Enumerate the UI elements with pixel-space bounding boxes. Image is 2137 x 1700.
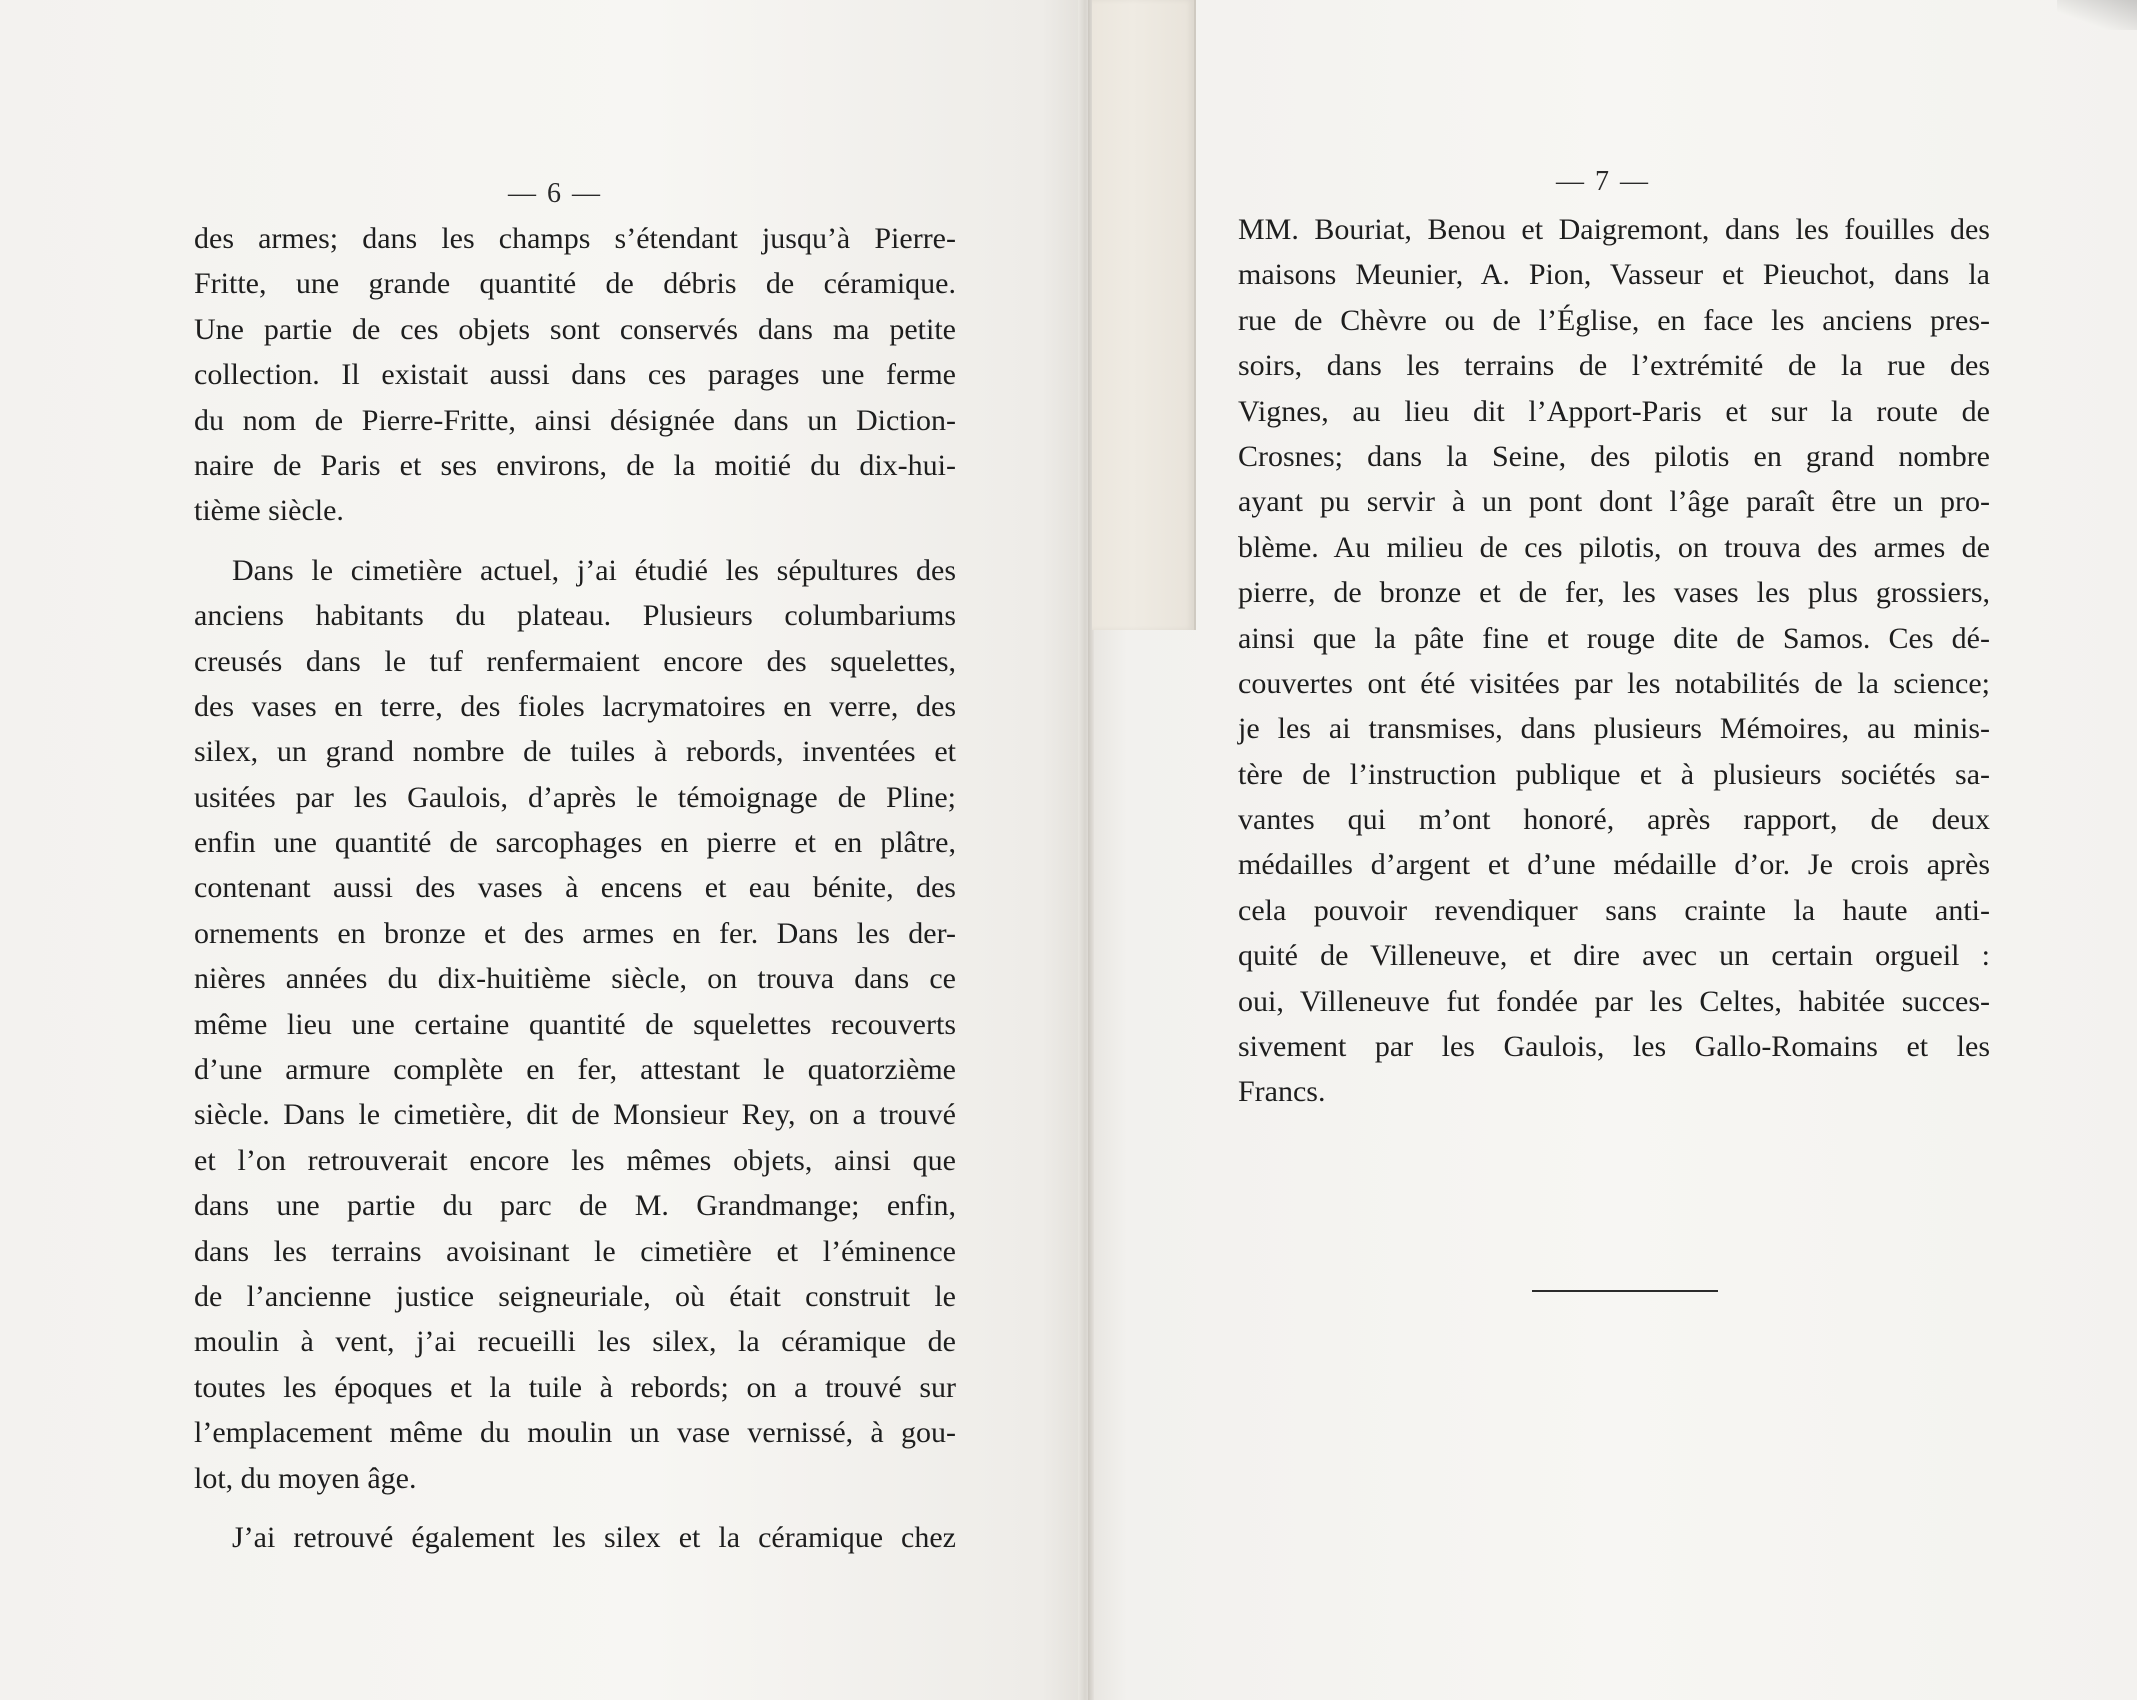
text-line: des vases en terre, des fioles lacrymatoires en verre, des	[194, 689, 956, 723]
text-line: tère de l’instruction publique et à plusieurs sociétés sa-	[1238, 757, 1990, 791]
text-line: nières années du dix-huitième siècle, on trouva dans ce	[194, 962, 956, 996]
text-line: collection. Il existait aussi dans ces parages une ferme	[194, 358, 956, 392]
text-line: contenant aussi des vases à encens et eau bénite, des	[194, 871, 956, 905]
text-line: ainsi que la pâte fine et rouge dite de Samos. Ces dé-	[1238, 621, 1990, 655]
text-line: usitées par les Gaulois, d’après le témoignage de Pline;	[194, 780, 956, 814]
text-line: soirs, dans les terrains de l’extrémité de la rue des	[1238, 349, 1990, 383]
text-line: de l’ancienne justice seigneuriale, où était construit le	[194, 1279, 956, 1313]
text-line: rue de Chèvre ou de l’Église, en face les anciens pres-	[1238, 303, 1990, 337]
text-line: silex, un grand nombre de tuiles à rebords, inventées et	[194, 735, 956, 769]
text-line: d’une armure complète en fer, attestant le quatorzième	[194, 1053, 956, 1087]
text-line: dans les terrains avoisinant le cimetière et l’éminence	[194, 1234, 956, 1268]
text-line: creusés dans le tuf renfermaient encore des squelettes,	[194, 644, 956, 678]
text-line: J’ai retrouvé également les silex et la céramique chez	[232, 1520, 956, 1554]
text-line: même lieu une certaine quantité de squelettes recouverts	[194, 1007, 956, 1041]
text-line: lot, du moyen âge.	[194, 1461, 417, 1495]
text-line: maisons Meunier, A. Pion, Vasseur et Pieuchot, dans la	[1238, 258, 1990, 292]
text-line: moulin à vent, j’ai recueilli les silex, la céramique de	[194, 1325, 956, 1359]
left-page-text	[194, 216, 956, 1560]
text-line: Dans le cimetière actuel, j’ai étudié les sépultures des	[232, 553, 956, 587]
corner-shadow	[2057, 0, 2137, 30]
text-line: je les ai transmises, dans plusieurs Mémoires, au minis-	[1238, 712, 1990, 746]
text-line: Une partie de ces objets sont conservés dans ma petite	[194, 312, 956, 346]
closing-rule	[1532, 1290, 1718, 1292]
text-line: sivement par les Gaulois, les Gallo-Romains et les	[1238, 1030, 1990, 1064]
text-line: naire de Paris et ses environs, de la moitié du dix-hui-	[194, 448, 956, 482]
text-line: quité de Villeneuve, et dire avec un certain orgueil :	[1238, 939, 1990, 973]
text-line: vantes qui m’ont honoré, après rapport, de deux	[1238, 803, 1990, 837]
text-line: ornements en bronze et des armes en fer. Dans les der-	[194, 916, 956, 950]
right-page-text	[1238, 207, 1990, 1115]
text-line: ayant pu servir à un pont dont l’âge paraît être un pro-	[1238, 485, 1990, 519]
text-line: anciens habitants du plateau. Plusieurs columbariums	[194, 599, 956, 633]
text-line: pierre, de bronze et de fer, les vases les plus grossiers,	[1238, 576, 1990, 610]
paragraph-gap	[194, 1501, 956, 1515]
text-line: dans une partie du parc de M. Grandmange; enfin,	[194, 1189, 956, 1223]
page-number-right: — 7 —	[1556, 166, 1650, 197]
text-line: blème. Au milieu de ces pilotis, on trouva des armes de	[1238, 530, 1990, 564]
text-line: MM. Bouriat, Benou et Daigremont, dans les fouilles des	[1238, 213, 1990, 246]
text-line: Francs.	[1238, 1075, 1326, 1109]
text-line: médailles d’argent et d’une médaille d’or. Je crois après	[1238, 848, 1990, 882]
text-line: du nom de Pierre-Fritte, ainsi désignée dans un Diction-	[194, 403, 956, 437]
text-line: oui, Villeneuve fut fondée par les Celtes, habitée succes-	[1238, 984, 1990, 1018]
text-line: Fritte, une grande quantité de débris de céramique.	[194, 267, 956, 301]
binding-tape	[1092, 0, 1196, 630]
text-line: cela pouvoir revendiquer sans crainte la haute anti-	[1238, 893, 1990, 927]
paragraph-gap	[194, 534, 956, 548]
text-line: l’emplacement même du moulin un vase vernissé, à gou-	[194, 1416, 956, 1450]
text-line: Vignes, au lieu dit l’Apport-Paris et sur la route de	[1238, 394, 1990, 428]
page-number-left: — 6 —	[508, 178, 602, 209]
text-line: Crosnes; dans la Seine, des pilotis en grand nombre	[1238, 439, 1990, 473]
text-line: et l’on retrouverait encore les mêmes objets, ainsi que	[194, 1143, 956, 1177]
text-line: tième siècle.	[194, 494, 344, 528]
text-line: couvertes ont été visitées par les notabilités de la science;	[1238, 666, 1990, 700]
text-line: siècle. Dans le cimetière, dit de Monsieur Rey, on a trouvé	[194, 1098, 956, 1132]
text-line: des armes; dans les champs s’étendant jusqu’à Pierre-	[194, 222, 956, 255]
text-line: enfin une quantité de sarcophages en pierre et en plâtre,	[194, 826, 956, 860]
text-line: toutes les époques et la tuile à rebords; on a trouvé sur	[194, 1370, 956, 1404]
